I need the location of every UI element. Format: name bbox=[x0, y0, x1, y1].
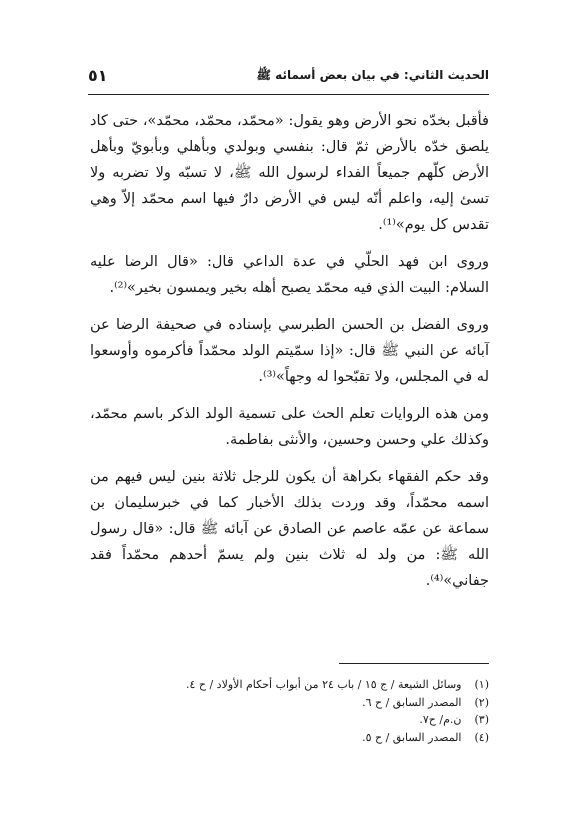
footnote-rule bbox=[339, 663, 489, 664]
paragraph: وروى ابن فهد الحلّي في عدة الداعي قال: «قال الرضا عليه السلام: البيت الذي فيه محمّد يصبح أهله بخير ويمسون بخير»⁽²⁾. bbox=[90, 254, 489, 296]
footnote-number: (١) bbox=[474, 678, 489, 691]
header-rule bbox=[88, 94, 489, 95]
footnote-number: (٣) bbox=[474, 713, 489, 726]
paragraph: ومن هذه الروايات تعلم الحث على تسمية الولد الذكر باسم محمّد، وكذلك علي وحسن وحسين، والأنثى بفاطمة. bbox=[90, 406, 489, 448]
footnote bbox=[120, 729, 489, 747]
paragraph: وروى الفضل بن الحسن الطبرسي بإسناده في صحيفة الرضا عن آبائه عن النبي ﷺ قال: «إذا سمّيتم الولد محمّداً فأكرموه وأوسعوا له في المجلس، ولا تقبّحوا له وجهاً»⁽³⁾. bbox=[90, 317, 489, 385]
running-title: الحديث الثاني: في بيان بعض أسمائه ﷺ bbox=[256, 68, 489, 82]
footnotes bbox=[120, 676, 489, 746]
footnote-text: وسائل الشيعة / ج ١٥ / باب ٢٤ من أبواب أحكام الأولاد / ح ٤. bbox=[185, 678, 462, 691]
running-header bbox=[88, 66, 489, 90]
main-text bbox=[90, 108, 489, 605]
footnote bbox=[120, 676, 489, 694]
footnote-text: المصدر السابق / ح ٥. bbox=[362, 730, 462, 744]
paragraph: وقد حكم الفقهاء بكراهة أن يكون للرجل ثلاثة بنين ليس فيهم من اسمه محمّداً، وقد وردت بذلك الأخبار كما في خبرسليمان بن سماعة عن عمّه عاصم عن الصادق عن آبائه ﷺ قال: «قال رسول الله ﷺ: من ولد له ثلاث بنين ولم يسمّ أحدهم محمّداً فقد جفاني»⁽⁴⁾. bbox=[90, 469, 489, 589]
paragraph: فأقبل بخدّه نحو الأرض وهو يقول: «محمّد، محمّد، محمّد»، حتى كاد يلصق خدّه بالأرض ثمّ قال: بنفسي وبولدي وبأهلي وبأبويّ وبأهل الأرض كلّهم جميعاً الفداء لرسول الله ﷺ، لا تسبّه ولا تضربه ولا تسئ إليه، واعلم أنّه ليس في الأرض دارٌ فيها اسم محمّد إلاّ وهي تقدس كل يوم»⁽¹⁾. bbox=[90, 113, 489, 233]
footnote bbox=[120, 711, 489, 729]
page-number: ٥١ bbox=[88, 66, 108, 85]
footnote-number: (٢) bbox=[474, 695, 489, 709]
footnote-number: (٤) bbox=[474, 730, 489, 744]
footnote-text: المصدر السابق / ح ٦. bbox=[362, 695, 462, 709]
footnote bbox=[120, 694, 489, 712]
footnote-text: ن.م/ ح٧. bbox=[419, 713, 462, 726]
